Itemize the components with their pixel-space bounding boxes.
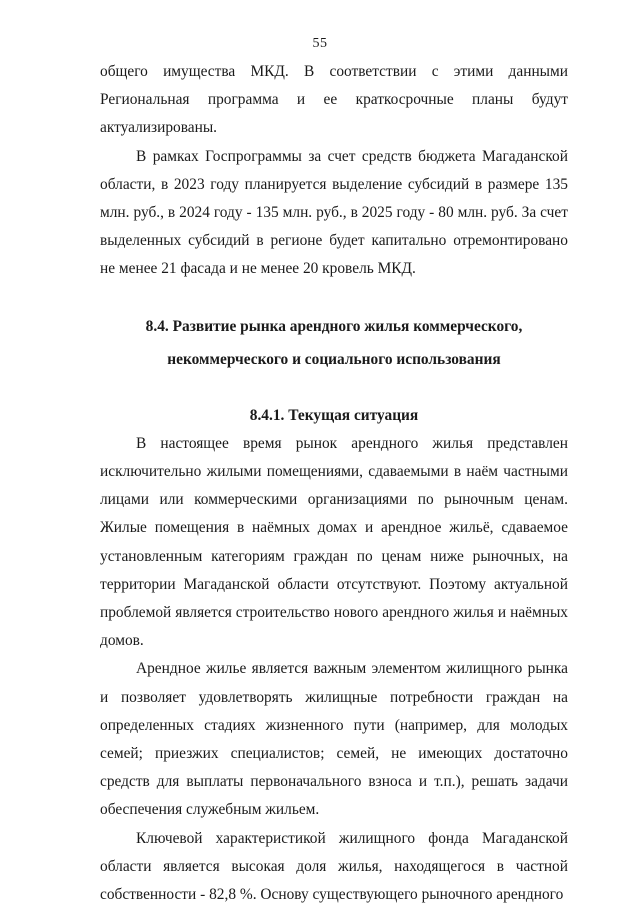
paragraph-current-situation: В настоящее время рынок арендного жилья представлен исключительно жилыми помещениями, сдаваемыми в наём частными лицами или коммерческими организациями по рыночным ценам. Жилые помещения в наёмных домах и арендное жильё, сдаваемое установленным категориям граждан по ценам ниже рыночных, на территории Магаданской области отсутствуют. Поэтому актуальной проблемой является строительство нового арендного жилья и наёмных домов. bbox=[100, 434, 568, 650]
paragraph-continuation: общего имущества МКД. В соответствии с этими данными Региональная программа и ее краткосрочные планы будут актуализированы. bbox=[100, 63, 568, 137]
section-heading-line-2: некоммерческого и социального использования bbox=[167, 350, 501, 368]
subsection-heading: 8.4.1. Текущая ситуация bbox=[249, 406, 419, 424]
page-number: 55 bbox=[312, 36, 328, 51]
paragraph-rental-housing: Арендное жилье является важным элементом жилищного рынка и позволяет удовлетворять жилищные потребности граждан на определенных стадиях жизненного пути (например, для молодых семей; приезжих специалистов; семей, не имеющих достаточно средств для выплаты первоначального взноса и т.п.), решать задачи обеспечения служебным жильем. bbox=[100, 660, 568, 819]
paragraph-subsidies: В рамках Госпрограммы за счет средств бюджета Магаданской области, в 2023 году планируется выделение субсидий в размере 135 млн. руб., в 2024 году - 135 млн. руб., в 2025 году - 80 млн. руб. За счет выделенных субсидий в регионе будет капитально отремонтировано не менее 21 фасада и не менее 20 кровель МКД. bbox=[100, 147, 568, 278]
section-heading-line-1: 8.4. Развитие рынка арендного жилья коммерческого, bbox=[145, 317, 523, 335]
paragraph-housing-stock: Ключевой характеристикой жилищного фонда Магаданской области является высокая доля жилья, находящегося в частной собственности - 82,8 %. Основу существующего рыночного арендного bbox=[100, 829, 568, 904]
section-heading bbox=[100, 310, 568, 376]
document-body bbox=[100, 58, 568, 909]
